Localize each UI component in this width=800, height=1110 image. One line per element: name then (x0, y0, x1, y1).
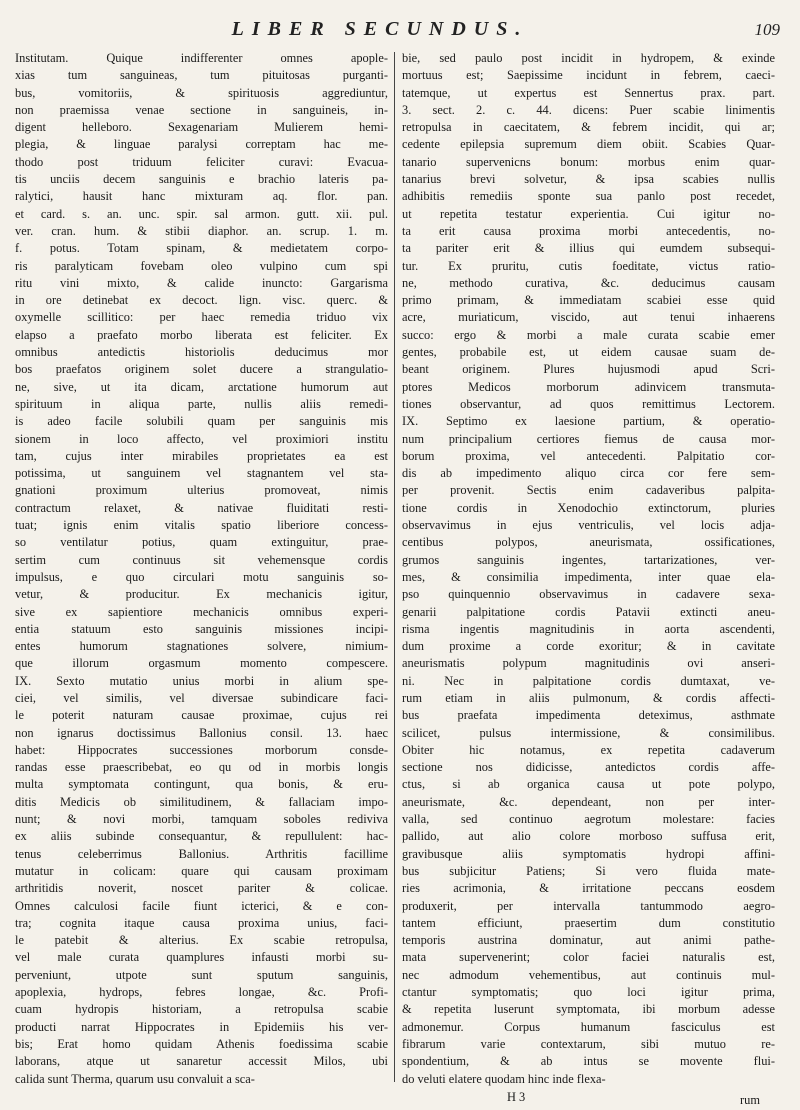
column-divider (394, 52, 395, 1082)
text-line: sive ex sapientiore mechanicis omnibus experi- (15, 604, 388, 619)
text-line: ritu vini mixto, & calide inuncto: Gargarisma (15, 275, 388, 290)
text-line: que illorum orgasmum momento compescere. (15, 656, 388, 671)
text-line: per provenit. Sectis enim cadaveribus palpita- (402, 483, 775, 498)
text-line: temporis austrina dominatur, aut animi pathe- (402, 933, 775, 948)
text-line: oxymelle scillitico: per haec remedia triduo vix (15, 310, 388, 325)
text-line: so ventilatur potius, quam extinguitur, prae- (15, 535, 388, 550)
text-line: ta pariter erit & illius qui eumdem subsequi- (402, 241, 775, 256)
text-line: spirituum in aliqua parte, nullis aliis remedi- (15, 396, 388, 411)
text-line: digent helleboro. Sexagenariam Mulierem hemi- (15, 120, 388, 135)
page-footer (387, 1090, 760, 1107)
text-line: randas esse praescribebat, eo qu od in morbis longis (15, 760, 388, 775)
text-line: nunt; & novi morbi, tamquam soboles rediviva (15, 812, 388, 827)
text-line: apoplexia, hydrops, febres longae, &c. Profi- (15, 985, 388, 1000)
text-line: entes humorum stagnationes solvere, nimium- (15, 639, 388, 654)
text-line: grumos sanguinis ingentes, tartarizationes, ver- (402, 552, 775, 567)
text-line: IX. Sexto mutatio unius morbi in alium spe- (15, 673, 388, 688)
text-line: tur. Ex pruritu, cutis foeditate, victus ratio- (402, 258, 775, 273)
text-line: observavimus in ejus ventriculis, vel locis adja- (402, 518, 775, 533)
text-line: retropulsa in caecitatem, & febrem incidit, qui ar; (402, 120, 775, 135)
text-line: pso quinquennio observavimus in cadavere sexa- (402, 587, 775, 602)
text-line: ctus, si ab organica causa ut pote polypo, (402, 777, 775, 792)
text-line: omnibus antedictis historiolis deducimus mor (15, 345, 388, 360)
text-line: cuam hydropis historiam, a retropulsa scabie (15, 1002, 388, 1017)
text-line: ex aliis subinde consequantur, & repullulent: hac- (15, 829, 388, 844)
left-column (15, 50, 388, 1090)
text-line: is adeo facile solubili quam per sanguinis mis (15, 414, 388, 429)
right-column (402, 50, 775, 1090)
text-line: tis unciis decem sanguinis e brachio lateris pa- (15, 172, 388, 187)
text-line: num principalium certiores fiemus de causa mor- (402, 431, 775, 446)
text-line: pallido, aut alio colore morboso suffusa erit, (402, 829, 775, 844)
text-line: potissima, ut sanguinem vel stagnantem vel sta- (15, 466, 388, 481)
text-line: cedente epilepsia supremum diem obiit. Scabies Quar- (402, 137, 775, 152)
text-line: ni. Nec in palpitatione cordis dumtaxat, ve- (402, 673, 775, 688)
text-line: Obiter hic notamus, ex repetita cadaverum (402, 742, 775, 757)
text-line: succo: ergo & morbi a male curata scabie emer (402, 327, 775, 342)
text-line: vetur, & producitur. Ex mechanicis igitur, (15, 587, 388, 602)
text-line: risma ingentis magnitudinis in aorta ascendenti, (402, 621, 775, 636)
text-line: genarii palpitatione cordis Patavii extincti aneu- (402, 604, 775, 619)
text-line: bie, sed paulo post incidit in hydropem, & exinde (402, 51, 775, 65)
text-line: tatemque, ut expertus est Sennertus prax. part. (402, 85, 775, 100)
text-line: spondentium, & ab intus se movente flui- (402, 1054, 775, 1069)
text-line: calida sunt Therma, quarum usu convaluit a sca- (15, 1071, 255, 1086)
text-line: ta erit causa proxima morbi antecedentis, no- (402, 223, 775, 238)
text-line: le poterit naturam causae proximae, cujus rei (15, 708, 388, 723)
text-line: tione cordis in Xenodochio extinctorum, pluries (402, 500, 775, 515)
text-line: nec admodum vehementibus, aut continuis mul- (402, 967, 775, 982)
text-line: non ignarus doctissimus Ballonius consil. 13. haec (15, 725, 388, 740)
text-line: non praemissa venae sectione in sanguineis, in- (15, 102, 388, 117)
text-line: tam, cujus inter mirabiles proprietates ea est (15, 448, 388, 463)
text-line: Omnes calculosi facile fiunt icterici, & e con- (15, 898, 388, 913)
text-line: gravibusque aliis symptomatis hydropi affini- (402, 846, 775, 861)
text-line: ne, methodo curativa, &c. deducimus causam (402, 275, 775, 290)
text-line: beant originem. Plures hujusmodi apud Scri- (402, 362, 775, 377)
text-line: ne, sive, ut ita dicam, arctatione humorum aut (15, 379, 388, 394)
text-line: aneurismate, &c. dependeant, non per inter- (402, 794, 775, 809)
text-line: in ore detinebat ex decoct. lign. visc. querc. & (15, 293, 388, 308)
text-line: bus subjicitur Patiens; Si vero fluida mate- (402, 863, 775, 878)
text-line: admonemur. Corpus humanum fasciculus est (402, 1019, 775, 1034)
page-header (40, 18, 780, 46)
text-line: tiones observantur, ad quos remittimus Lectorem. (402, 396, 775, 411)
text-line: sertim cum continuus sit vehemensque cordis (15, 552, 388, 567)
text-line: IX. Septimo ex laesione partium, & operatio- (402, 414, 775, 429)
text-line: acre, muriaticum, viscido, aut tenui inhaerens (402, 310, 775, 325)
text-line: producti narrat Hippocrates in Epidemiis his ver- (15, 1019, 388, 1034)
text-line: ris paralyticam fovebam oleo vulpino cum spi (15, 258, 388, 273)
text-line: centibus polypos, aneurismata, ossificationes, (402, 535, 775, 550)
text-line: arthritidis noverit, noscet pariter & colicae. (15, 881, 388, 896)
text-line: mortuus est; Saepissime incidunt in febrem, caeci- (402, 68, 775, 83)
text-line: rum etiam in aliis pulmonum, & cordis affecti- (402, 690, 775, 705)
text-line: tenus celeberrimus Ballonius. Arthritis facillime (15, 846, 388, 861)
text-line: tanarius brevi solvetur, & ipsa scabies nullis (402, 172, 775, 187)
text-line: et card. s. an. unc. spir. sal armon. gutt. xii. pul. (15, 206, 388, 221)
text-line: mutatur in colicam: quare qui causam proximam (15, 863, 388, 878)
text-line: bis; Erat homo quidam Athenis foedissima scabie (15, 1036, 388, 1051)
catchword: rum (740, 1093, 760, 1107)
signature-mark: H 3 (507, 1090, 526, 1104)
text-line: ditis Medicis ob similitudinem, & fallaciam impo- (15, 794, 388, 809)
text-line: sionem in loco affecto, vel proximiori institu (15, 431, 388, 446)
text-line: mata supervenerint; color faciei naturalis est, (402, 950, 775, 965)
text-line: scilicet, pulsus intermissione, & consimilibus. (402, 725, 775, 740)
text-line: aneurismatis polypum magnitudinis ovi anseri- (402, 656, 775, 671)
text-line: entia statuum esto sanguinis missiones incipi- (15, 621, 388, 636)
text-line: ciei, vel similis, vel diversae subindicare faci- (15, 690, 388, 705)
text-line: tanario supervenicns bonum: morbus enim quar- (402, 154, 775, 169)
text-columns (15, 50, 790, 1090)
text-line: bus, vomitoriis, & spirituosis aggrediuntur, (15, 85, 388, 100)
text-line: ralytici, hausit hanc mixturam aq. flor. pan. (15, 189, 388, 204)
text-line: ut repetita testatur experientia. Cui igitur no- (402, 206, 775, 221)
text-line: f. potus. Totam spinam, & medietatem corpo- (15, 241, 388, 256)
text-line: habet: Hippocrates successiones morborum consde- (15, 742, 388, 757)
running-head: LIBER SECUNDUS. (231, 18, 529, 40)
text-line: adhibitis remediis sponte sua panlo post recedet, (402, 189, 775, 204)
text-line: tuat; ignis enim vitalis spatio liberiore concess- (15, 518, 388, 533)
text-line: do veluti elatere quodam hinc inde flexa- (402, 1071, 606, 1086)
text-line: valla, sed continuo aegrotum molestare: facies (402, 812, 775, 827)
text-line: mes, & consimilia impedimenta, inter quae ela- (402, 569, 775, 584)
text-line: bos praefatos originem solet ducere a strangulatio- (15, 362, 388, 377)
text-line: ctantur symptomatis; quo loci igitur prima, (402, 985, 775, 1000)
text-line: & repetita luserunt symptomata, ibi morbum adesse (402, 1002, 775, 1017)
text-line: plegia, & linguae paralysi correptam hac me- (15, 137, 388, 152)
text-line: ptores Medicos morborum adinvicem transmuta- (402, 379, 775, 394)
text-line: Institutam. Quique indifferenter omnes apople- (15, 51, 388, 65)
text-line: primo primam, & immediatam scabiei esse quid (402, 293, 775, 308)
text-line: 3. sect. 2. c. 44. dicens: Puer scabie linimentis (402, 102, 775, 117)
text-line: produxerit, per intervalla tantummodo aegro- (402, 898, 775, 913)
text-line: ries acrimonia, & irritatione peccans eosdem (402, 881, 775, 896)
text-line: fibrarum varie contextarum, sibi mutuo re- (402, 1036, 775, 1051)
text-line: thodo post triduum feliciter curavi: Evacua- (15, 154, 388, 169)
text-line: multa symptomata contingunt, qua bonis, & eru- (15, 777, 388, 792)
text-line: impulsus, e quo circulari motu sanguinis so- (15, 569, 388, 584)
text-line: borum proxima, vel antecedenti. Palpitatio cor- (402, 448, 775, 463)
text-line: gnationi proximum ulterius promoveat, nimis (15, 483, 388, 498)
text-line: gentes, probabile est, ut eidem causae suam de- (402, 345, 775, 360)
text-line: le patebit & alterius. Ex scabie retropulsa, (15, 933, 388, 948)
text-line: tantem efficiunt, praesertim dum constitutio (402, 915, 775, 930)
text-line: ver. cran. hum. & stibii diaphor. an. scrup. 1. m. (15, 223, 388, 238)
page-number: 109 (754, 20, 780, 39)
text-line: dis ab impedimento aliquo circa cor fere sem- (402, 466, 775, 481)
text-line: elapso a praefato morbo liberata est feliciter. Ex (15, 327, 388, 342)
text-line: perveniunt, utpote sunt sputum sanguinis, (15, 967, 388, 982)
text-line: contractum relaxet, & nativae fluiditati resti- (15, 500, 388, 515)
text-line: dum proxime a corde exoritur; & in cavitate (402, 639, 775, 654)
text-line: bus praefata impedimenta deteximus, asthmate (402, 708, 775, 723)
text-line: tra; cognita itaque causa proxima unius, faci- (15, 915, 388, 930)
text-line: sectione nos didicisse, antedictos cordis affe- (402, 760, 775, 775)
text-line: vel male curata quamplures infausti morbi su- (15, 950, 388, 965)
text-line: xias tum sanguineas, tum pituitosas purganti- (15, 68, 388, 83)
text-line: laborans, atque ut sanaretur accessit Milos, ubi (15, 1054, 388, 1069)
